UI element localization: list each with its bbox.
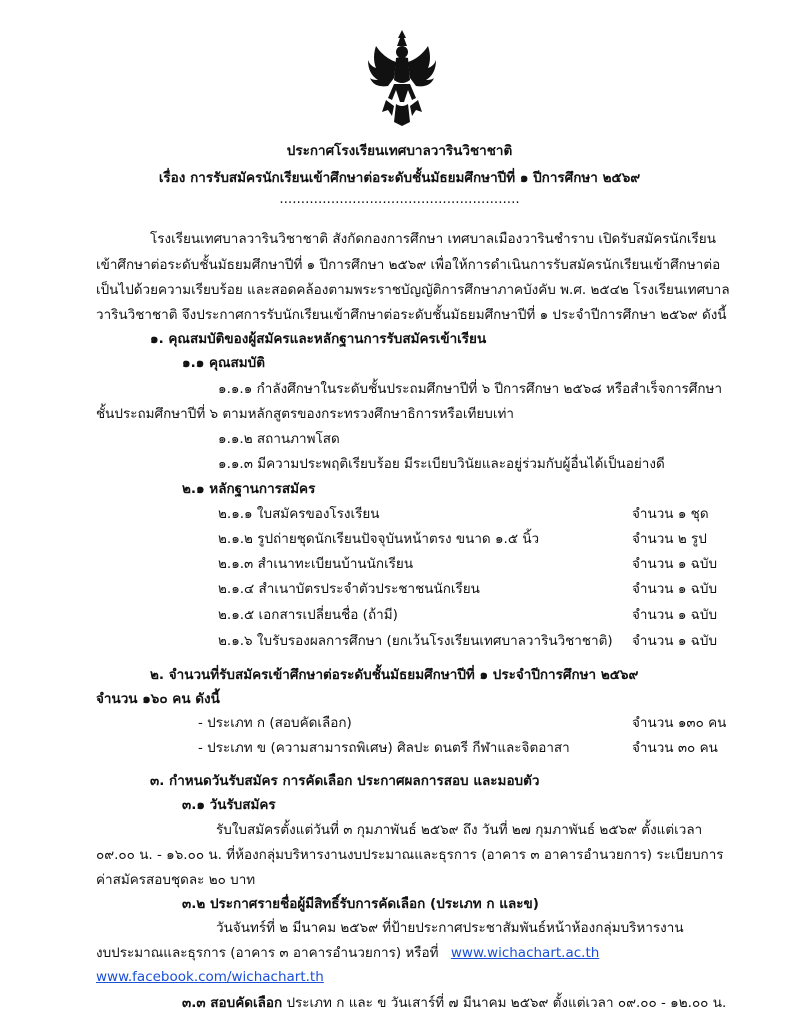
application-dates-text: ๐๙.๐๐ น. - ๑๖.๐๐ น. ที่ห้องกลุ่มบริหารงานงบประมาณและธุรการ (อาคาร ๓ อาคารอำนวยการ) ระเบียบการ [96,847,724,863]
qualification-1-cont: ชั้นประถมศึกษาปีที่ ๖ ตามหลักสูตรของกระทรวงศึกษาธิการหรือเทียบเท่า [96,406,514,422]
section3-heading: ๓. กำหนดวันรับสมัคร การคัดเลือก ประกาศผลการสอบ และมอบตัว [150,773,540,789]
exam-line [182,994,726,1012]
admission-type-qty: จำนวน ๓๐ คน [632,740,718,756]
header-divider: ........................................................ [279,191,520,207]
admission-type: - ประเภท ข (ความสามารถพิเศษ) ศิลปะ ดนตรี กีฬาและจิตอาสา [198,740,570,756]
document-item: ๒.๑.๓ สำเนาทะเบียนบ้านนักเรียน [218,556,414,572]
documents-heading: ๒.๑ หลักฐานการสมัคร [182,481,316,497]
admission-type: - ประเภท ก (สอบคัดเลือก) [198,715,352,731]
document-item: ๒.๑.๔ สำเนาบัตรประจำตัวประชาชนนักเรียน [218,581,480,597]
admission-type-qty: จำนวน ๑๓๐ คน [632,715,727,731]
intro-line: วารินวิชาชาติ จึงประกาศการรับนักเรียนเข้าศึกษาต่อระดับชั้นมัธยมศึกษาปีที่ ๑ ประจำปีการศึกษา ๒๕๖๙ ดังนี้ [96,307,727,323]
qualifications-heading: ๑.๑ คุณสมบัติ [182,355,265,371]
section2-heading: ๒. จำนวนที่รับสมัครเข้าศึกษาต่อระดับชั้นมัธยมศึกษาปีที่ ๑ ประจำปีการศึกษา ๒๕๖๙ [150,667,639,683]
section2-total: จำนวน ๑๖๐ คน ดังนี้ [96,691,220,707]
document-item: ๒.๑.๖ ใบรับรองผลการศึกษา (ยกเว้นโรงเรียนเทศบาลวารินวิชาชาติ) [218,633,613,649]
intro-line: เป็นไปด้วยความเรียบร้อย และสอดคล้องตามพระราชบัญญัติการศึกษาภาคบังคับ พ.ศ. ๒๕๔๒ โรงเรียนเทศบาล [96,282,730,298]
application-dates-text: ค่าสมัครสอบชุดละ ๒๐ บาท [96,872,256,888]
document-item: ๒.๑.๕ เอกสารเปลี่ยนชื่อ (ถ้ามี) [218,607,398,623]
document-qty: จำนวน ๒ รูป [632,531,707,547]
qualification-2: ๑.๑.๒ สถานภาพโสด [218,431,340,447]
exam-heading: ๓.๓ สอบคัดเลือก [182,995,283,1011]
qualification-1: ๑.๑.๑ กำลังศึกษาในระดับชั้นประถมศึกษาปีที่ ๖ ปีการศึกษา ๒๕๖๘ หรือสำเร็จการศึกษา [218,381,723,397]
document-qty: จำนวน ๑ ฉบับ [632,581,718,597]
website-link[interactable]: www.wichachart.ac.th [450,945,600,961]
eligible-list-text-part: งบประมาณและธุรการ (อาคาร ๓ อาคารอำนวยการ) หรือที่ [96,945,439,961]
application-dates-heading: ๓.๑ วันรับสมัคร [182,797,276,813]
document-qty: จำนวน ๑ ฉบับ [632,633,718,649]
garuda-emblem-icon [366,28,438,128]
eligible-list-text [96,944,599,962]
eligible-list-heading: ๓.๒ ประกาศรายชื่อผู้มีสิทธิ์รับการคัดเลือก (ประเภท ก และข) [182,896,539,912]
qualification-3: ๑.๑.๓ มีความประพฤติเรียบร้อย มีระเบียบวินัยและอยู่ร่วมกับผู้อื่นได้เป็นอย่างดี [218,456,665,472]
announcement-title: ประกาศโรงเรียนเทศบาลวารินวิชาชาติ [286,143,513,159]
announcement-subject: เรื่อง การรับสมัครนักเรียนเข้าศึกษาต่อระดับชั้นมัธยมศึกษาปีที่ ๑ ปีการศึกษา ๒๕๖๙ [158,170,641,186]
document-item: ๒.๑.๑ ใบสมัครของโรงเรียน [218,506,380,522]
document-qty: จำนวน ๑ ฉบับ [632,607,718,623]
application-dates-text: รับใบสมัครตั้งแต่วันที่ ๓ กุมภาพันธ์ ๒๕๖๙ ถึง วันที่ ๒๗ กุมภาพันธ์ ๒๕๖๙ ตั้งแต่เวลา [216,822,703,838]
section1-heading: ๑. คุณสมบัติของผู้สมัครและหลักฐานการรับสมัครเข้าเรียน [150,331,487,347]
document-item: ๒.๑.๒ รูปถ่ายชุดนักเรียนปัจจุบันหน้าตรง ขนาด ๑.๕ นิ้ว [218,531,540,547]
exam-text: ประเภท ก และ ข วันเสาร์ที่ ๗ มีนาคม ๒๕๖๙ ตั้งแต่เวลา ๐๙.๐๐ - ๑๒.๐๐ น. [286,995,727,1011]
intro-line: โรงเรียนเทศบาลวารินวิชาชาติ สังกัดกองการศึกษา เทศบาลเมืองวารินชำราบ เปิดรับสมัครนักเรียน [150,231,716,247]
document-qty: จำนวน ๑ ชุด [632,506,709,522]
facebook-link[interactable]: www.facebook.com/wichachart.th [96,969,324,985]
intro-line: เข้าศึกษาต่อระดับชั้นมัธยมศึกษาปีที่ ๑ ปีการศึกษา ๒๕๖๙ เพื่อให้การดำเนินการรับสมัครนักเรียนเข้าศึกษาต่อ [96,257,721,273]
eligible-list-text: วันจันทร์ที่ ๒ มีนาคม ๒๕๖๙ ที่ป้ายประกาศประชาสัมพันธ์หน้าห้องกลุ่มบริหารงาน [216,920,684,936]
document-qty: จำนวน ๑ ฉบับ [632,556,718,572]
